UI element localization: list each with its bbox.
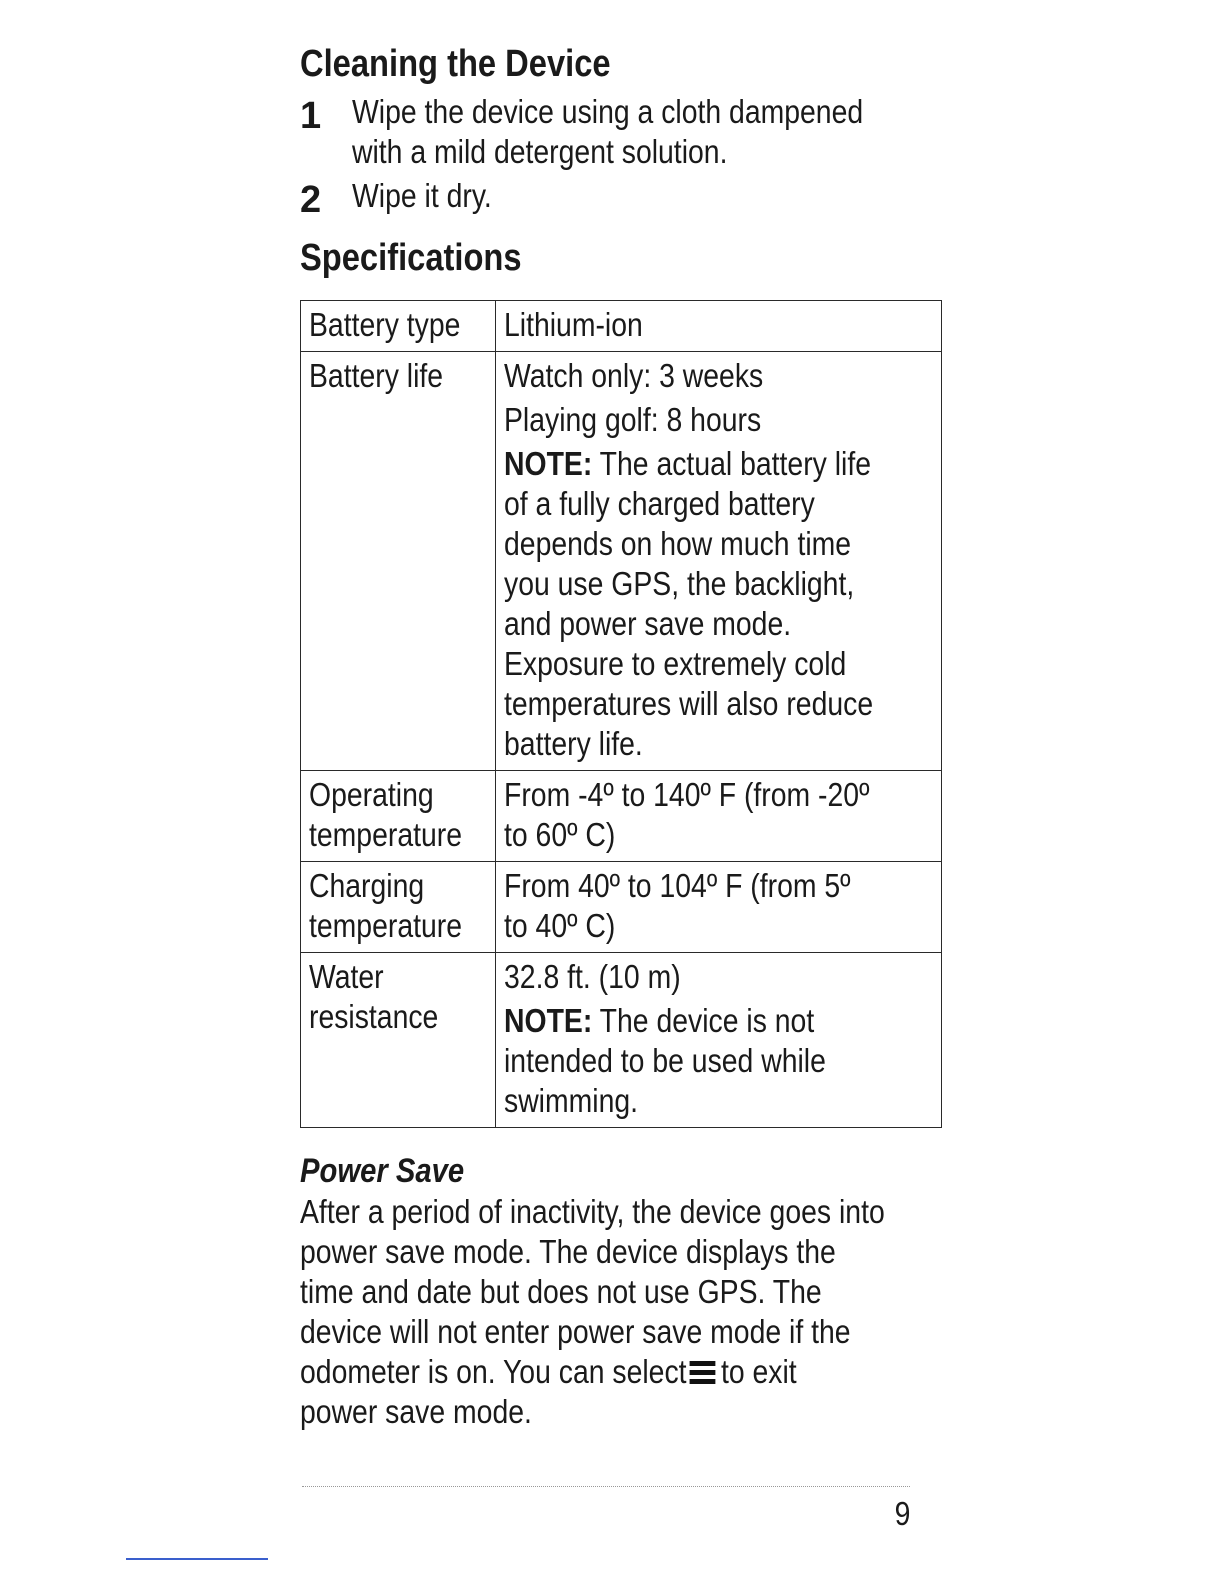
step-1-text: Wipe the device using a cloth dampened with a mild detergent solution. (352, 93, 864, 170)
step-1-number: 1 (300, 95, 322, 137)
spec-label: Battery type (301, 301, 496, 352)
battery-note: NOTE: The actual battery life (503, 445, 871, 482)
power-save-title: Power Save (300, 1152, 465, 1190)
menu-icon (690, 1359, 716, 1387)
page-number: 9 (894, 1495, 910, 1532)
power-save-paragraph: After a period of inactivity, the device goes into power save mode. The device displays the time and date but does not use GPS. The device will not enter power save mode if the odometer is on. You can select to exit power save mode. (300, 1193, 885, 1430)
table-row-operating-temperature (301, 771, 942, 862)
spec-label: Operating temperature (301, 771, 496, 862)
spec-label: Charging temperature (301, 862, 496, 953)
table-row-battery-life (301, 352, 942, 771)
step-1 (300, 92, 912, 172)
table-row-battery-type (301, 301, 942, 352)
spec-value: From 40º to 104º F (from 5º to 40º C) (495, 862, 941, 953)
cleaning-steps (300, 92, 912, 222)
spec-label: Battery life (301, 352, 496, 771)
footer-divider (302, 1486, 910, 1487)
cleaning-title: Cleaning the Device (300, 43, 611, 85)
step-2-text: Wipe it dry. (352, 177, 492, 214)
spec-value: Watch only: 3 weeks Playing golf: 8 hours NOTE: The actual battery life of a fully charged battery depends on how much time you use GPS, the backlight, and power save mode. Exposure to extremely cold temperatures will also reduce battery life. (495, 352, 941, 771)
table-row-water-resistance (301, 953, 942, 1128)
spec-value: 32.8 ft. (10 m) NOTE: The device is not intended to be used while swimming. (495, 953, 941, 1128)
water-note: NOTE: The device is not (503, 1002, 815, 1039)
spec-value: From -4º to 140º F (from -20º to 60º C) (495, 771, 941, 862)
manual-page (300, 40, 912, 1432)
spec-label: Water resistance (301, 953, 496, 1128)
specifications-table (300, 300, 942, 1128)
table-row-charging-temperature (301, 862, 942, 953)
step-2 (300, 176, 912, 222)
specifications-title: Specifications (300, 237, 522, 279)
spec-value: Lithium-ion (495, 301, 941, 352)
bottom-link-underline (126, 1558, 268, 1560)
step-2-number: 2 (300, 179, 322, 221)
